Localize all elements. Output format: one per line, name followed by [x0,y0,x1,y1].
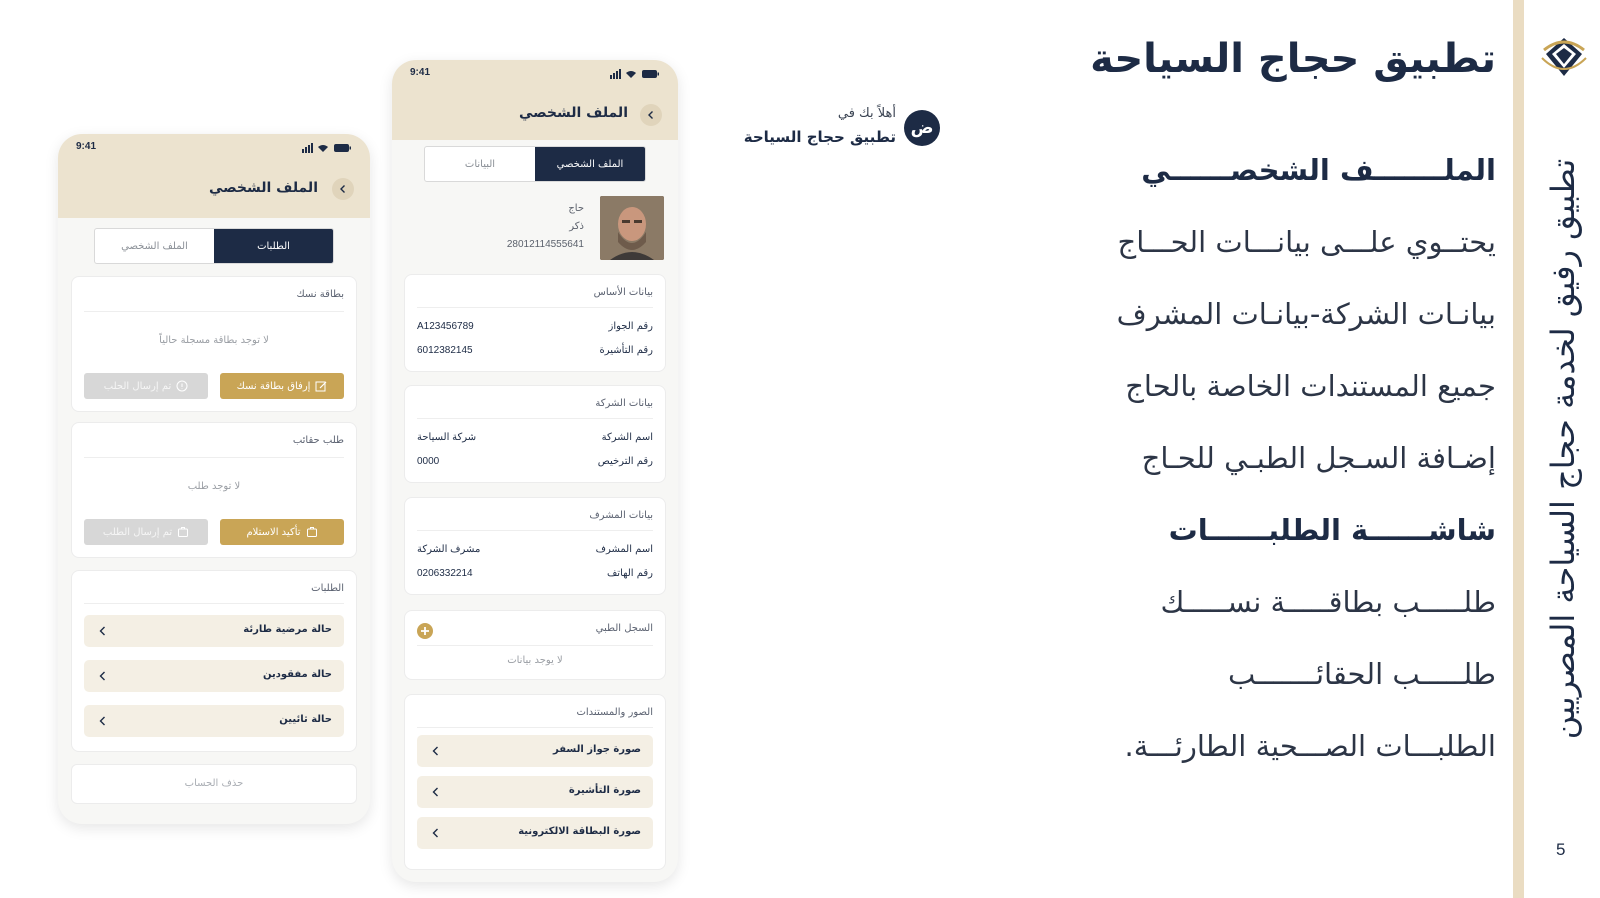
header-title: الملف الشخصي [208,180,318,196]
row-value: مشرف الشركة [417,544,481,555]
edit-icon [315,380,327,392]
profile-tabs [424,146,646,182]
empty-state: لا توجد طلب [187,481,241,492]
divider [84,603,344,604]
feature-item: بيانـات الشركة-بيانـات المشرف [1116,297,1496,331]
list-item-label: حالة مفقودين [262,669,332,680]
side-strip [1513,0,1524,898]
bags-request-card [71,422,357,558]
row-label: اسم الشركة [601,432,653,443]
phone-requests [58,134,370,824]
documents-card [404,694,666,870]
chevron-left-icon [96,714,110,728]
card-title: بيانات المشرف [589,510,653,521]
status-bar [392,60,678,88]
row-label: رقم التأشيرة [599,345,653,356]
divider [417,530,653,531]
sent-status-button: تم إرسال الحلب [84,373,208,399]
card-title: الصور والمستندات [576,707,653,718]
divider [84,457,344,458]
row-value: 0206332214 [417,568,473,579]
document-item-id-card[interactable] [417,817,653,849]
slide-title: تطبيق حجاج السياحة [1090,36,1496,82]
row-value: 6012382145 [417,345,473,356]
feature-item: إضـافة السـجل الطبـي للحـاج [1141,441,1496,475]
back-button[interactable] [640,104,662,126]
divider [84,311,344,312]
list-item-label: صورة التأشيرة [568,785,641,796]
tab-profile[interactable]: الملف الشخصي [121,240,188,252]
luggage-icon [306,526,318,538]
medical-record-card [404,610,666,680]
profile-photo [600,196,664,260]
empty-state: لا يوجد بيانات [507,655,563,666]
feature-item: الملـــــــف الشخصــــــي [1141,153,1496,187]
delete-account-button[interactable]: حذف الحساب [71,764,357,804]
tab-profile[interactable]: الملف الشخصي [535,147,645,181]
nusuk-card [71,276,357,412]
empty-state: لا توجد بطاقة مسجلة حالياً [159,335,269,346]
row-value: A123456789 [417,321,474,332]
profile-role: حاج [568,203,584,214]
page-number: 5 [1556,840,1566,859]
avatar: ض [904,110,940,146]
status-time: 9:41 [410,67,431,78]
back-button[interactable] [332,178,354,200]
basic-data-card [404,274,666,372]
phone-profile [392,60,678,882]
chevron-left-icon [429,785,443,799]
divider [417,307,653,308]
chevron-left-icon [338,184,348,194]
list-item-label: صورة البطاقة الالكترونية [518,826,641,837]
row-value: شركة السياحة [417,432,477,443]
add-medical-record-icon[interactable] [417,623,433,639]
divider [417,727,653,728]
feature-item: طلـــــب الحقائـــــــب [1228,657,1496,691]
requests-card [71,570,357,752]
welcome-app-name: تطبيق حجاج السياحة [743,128,896,146]
profile-gender: ذكر [569,221,584,232]
info-icon [176,380,188,392]
chevron-left-icon [429,826,443,840]
profile-id: 28012114555641 [506,239,584,250]
chevron-left-icon [96,669,110,683]
requests-tabs [94,228,334,264]
divider [417,645,653,646]
confirm-receipt-button[interactable]: تأكيد الاستلام [220,519,344,545]
status-time: 9:41 [76,141,97,152]
request-item-other[interactable] [84,705,344,737]
welcome-block [742,106,942,150]
tab-requests[interactable]: الطلبات [214,229,333,263]
feature-item: طلـــــب بطاقـــــة نســـــك [1160,585,1496,619]
feature-item: شاشــــــة الطلبــــــات [1168,513,1496,547]
row-label: اسم المشرف [595,544,653,555]
app-header [58,162,370,218]
status-bar [58,134,370,162]
card-title: بيانات الأساس [593,287,653,298]
attach-nusuk-button[interactable]: إرفاق بطاقة نسك [220,373,344,399]
request-item-medical-emergency[interactable] [84,615,344,647]
document-item-visa[interactable] [417,776,653,808]
card-title: بطاقة نسك [296,289,344,300]
welcome-line: أهلاً بك في [837,106,896,121]
header-title: الملف الشخصي [518,105,628,121]
document-item-passport[interactable] [417,735,653,767]
vertical-title: تطبيق رفيق لخدمة حجاج السياحة المصريين [1544,158,1583,740]
row-label: رقم الجواز [608,321,653,332]
tab-data[interactable]: البيانات [464,158,496,170]
chevron-left-icon [646,110,656,120]
app-header [392,88,678,140]
row-label: رقم الترخيص [597,456,653,467]
feature-list [1086,143,1496,791]
request-item-missing[interactable] [84,660,344,692]
card-title: طلب حقائب [292,435,344,446]
feature-item: جميع المستندات الخاصة بالحاج [1125,369,1496,403]
card-title: بيانات الشركة [595,398,653,409]
supervisor-card [404,497,666,595]
row-value: 0000 [417,456,440,467]
signal-wifi-battery-icon [610,69,660,79]
card-title: الطلبات [311,583,344,594]
list-item-label: صورة جواز السفر [553,744,641,755]
chevron-left-icon [96,624,110,638]
person-photo-icon [600,196,664,260]
feature-item: يحتــوي علـــى بيانـــات الحـــاج [1117,225,1496,259]
feature-item: الطلبـــات الصـــحية الطارئـــة. [1124,729,1496,763]
chevron-left-icon [429,744,443,758]
list-item-label: حالة ثائيين [279,714,332,725]
signal-wifi-battery-icon [302,143,352,153]
luggage-icon [177,526,189,538]
brand-logo-icon [1538,32,1590,84]
request-sent-button: تم إرسال الطلب [84,519,208,545]
card-title: السجل الطبي [595,623,653,634]
row-label: رقم الهاتف [606,568,653,579]
company-card [404,385,666,483]
divider [417,418,653,419]
list-item-label: حالة مرضية طارئة [243,624,332,635]
